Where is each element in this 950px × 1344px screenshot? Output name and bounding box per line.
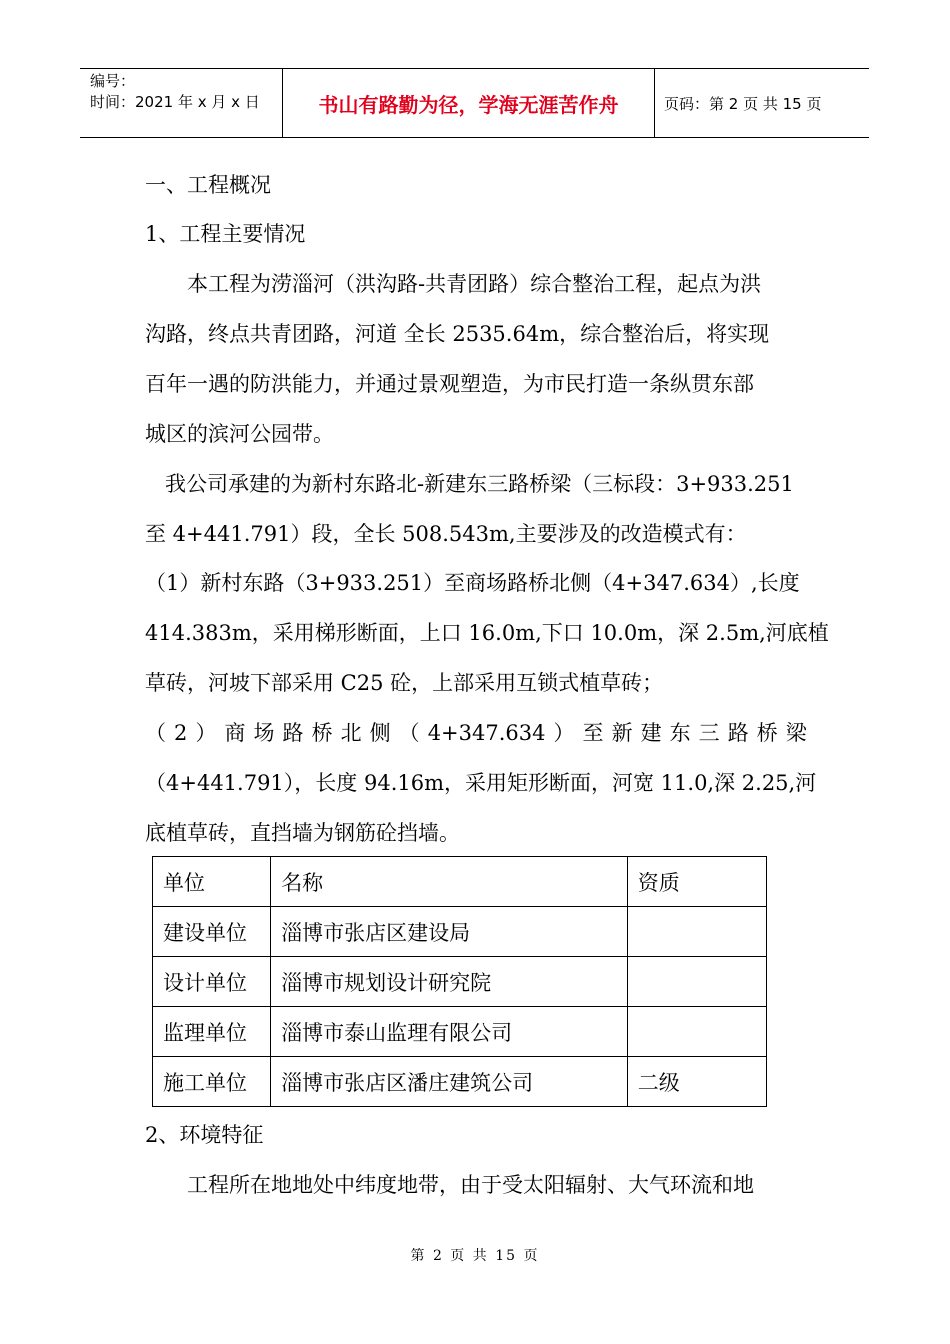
paragraph-line: 底植草砖，直挡墙为钢筋砼挡墙。 (145, 821, 460, 845)
header-divider (654, 69, 655, 137)
text-segment: 4+347.634 (427, 721, 546, 745)
header-meta (90, 71, 280, 113)
subsection-title: 1、工程主要情况 (145, 222, 306, 246)
table-header-cell: 单位 (153, 857, 271, 907)
paragraph-line: 百年一遇的防洪能力，并通过景观塑造，为市民打造一条纵贯东部 (145, 372, 754, 396)
paragraph-line: 414.383m，采用梯形断面，上口 16.0m,下口 10.0m，深 2.5m,河底植 (145, 621, 829, 645)
page-footer: 第 2 页 共 15 页 (410, 1248, 540, 1264)
table-row (153, 907, 767, 957)
text-segment: （ (398, 721, 420, 745)
table-row (153, 1057, 767, 1107)
text-segment: 2 (174, 721, 188, 745)
section-title: 一、工程概况 (145, 173, 271, 197)
document-time-label: 时间：2021 年 x 月 x 日 (90, 93, 260, 111)
paragraph-line: （1）新村东路（3+933.251）至商场路桥北侧（4+347.634）,长度 (145, 571, 800, 595)
table-cell: 建设单位 (153, 907, 271, 957)
subsection-title: 2、环境特征 (145, 1123, 264, 1147)
table-cell: 设计单位 (153, 957, 271, 1007)
text-segment: 商 (224, 721, 246, 745)
table-row (153, 1007, 767, 1057)
text-segment: 路 (282, 721, 304, 745)
table-header-cell: 名称 (271, 857, 628, 907)
paragraph-line: 本工程为涝淄河（洪沟路-共青团路）综合整治工程，起点为洪 (187, 272, 762, 296)
table-cell (627, 957, 766, 1007)
text-segment: 三 (698, 721, 720, 745)
table-cell: 淄博市张店区建设局 (271, 907, 628, 957)
table-cell: 监理单位 (153, 1007, 271, 1057)
table-cell: 施工单位 (153, 1057, 271, 1107)
document-number-label: 编号： (90, 72, 136, 90)
text-segment: （ (145, 721, 166, 745)
table-header-cell: 资质 (627, 857, 766, 907)
paragraph-line: 工程所在地地处中纬度地带，由于受太阳辐射、大气环流和地 (187, 1173, 754, 1197)
paragraph-line: 城区的滨河公园带。 (145, 422, 334, 446)
text-segment: 场 (253, 721, 275, 745)
header-page-info: 页码：第 2 页 共 15 页 (664, 94, 822, 113)
text-segment: 建 (640, 721, 662, 745)
table-cell: 淄博市张店区潘庄建筑公司 (271, 1057, 628, 1107)
text-segment: 东 (669, 721, 691, 745)
table-header-row (153, 857, 767, 907)
table-row (153, 957, 767, 1007)
text-segment: ） (553, 721, 575, 745)
text-segment: 侧 (369, 721, 391, 745)
paragraph-line: 沟路，终点共青团路，河道 全长 2535.64m，综合整治后，将实现 (145, 322, 770, 346)
text-segment: 梁 (785, 721, 807, 745)
text-segment: 桥 (311, 721, 333, 745)
text-segment: 新 (611, 721, 633, 745)
table-cell: 淄博市规划设计研究院 (271, 957, 628, 1007)
text-segment: 桥 (756, 721, 778, 745)
text-segment: 路 (727, 721, 749, 745)
table-cell: 二级 (627, 1057, 766, 1107)
header-motto: 书山有路勤为径，学海无涯苦作舟 (318, 92, 619, 117)
paragraph-line: 草砖，河坡下部采用 C25 砼，上部采用互锁式植草砖； (145, 671, 664, 695)
page-header (80, 68, 869, 138)
table-cell (627, 1007, 766, 1057)
paragraph-line: 我公司承建的为新村东路北-新建东三路桥梁（三标段：3+933.251 (165, 472, 794, 496)
paragraph-line-justified (145, 720, 807, 746)
units-table (152, 856, 767, 1107)
paragraph-line: 至 4+441.791）段，全长 508.543m,主要涉及的改造模式有： (145, 522, 747, 546)
paragraph-line: （4+441.791），长度 94.16m，采用矩形断面，河宽 11.0,深 2.25,河 (145, 771, 817, 795)
table-cell (627, 907, 766, 957)
text-segment: 北 (340, 721, 362, 745)
text-segment: ） (195, 721, 217, 745)
text-segment: 至 (582, 721, 604, 745)
table-cell: 淄博市泰山监理有限公司 (271, 1007, 628, 1057)
